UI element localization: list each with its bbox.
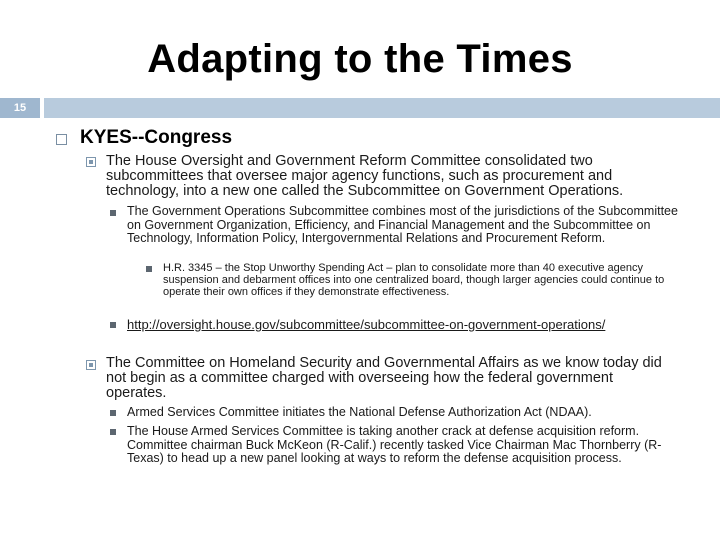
paragraph-1: The House Oversight and Government Reform Committee consolidated two subcommittees that oversee major agency functions, such as procurement and technology, into a new one called the Subcommittee on Government Operations. [106, 153, 624, 199]
header-bar [0, 98, 720, 118]
small-square-bullet-icon [110, 210, 116, 216]
small-square-bullet-icon [110, 410, 116, 416]
subcommittee-link[interactable]: http://oversight.house.gov/subcommittee/subcommittee-on-government-operations/ [127, 317, 606, 332]
slide-number: 15 [0, 98, 40, 118]
section-heading: KYES--Congress [80, 127, 233, 148]
small-square-bullet-icon [110, 429, 116, 435]
paragraph-1-sub-1-sub-1: H.R. 3345 – the Stop Unworthy Spending Act – plan to consolidate more than 40 executive agency suspension and debarment offices into one centralized board, though larger agencies could continue to operate their own offices if they demonstrate effectiveness. [163, 262, 665, 298]
small-square-bullet-icon [146, 266, 152, 272]
square-bullet-icon [86, 360, 96, 370]
paragraph-2-sub-2: The House Armed Services Committee is taking another crack at defense acquisition reform. Committee chairman Buck McKeon (R-Calif.) recently tasked Vice Chairman Mac Thornberry (R-Texas) to head up a new panel looking at ways to reform the defense acquisition process. [127, 424, 662, 465]
square-bullet-icon [86, 157, 96, 167]
hollow-square-bullet-icon [56, 134, 67, 145]
paragraph-2: The Committee on Homeland Security and Governmental Affairs as we know today did not begin as a committee charged with overseeing how the federal government operates. [106, 355, 662, 401]
slide-title: Adapting to the Times [147, 37, 573, 81]
header-strip [44, 98, 720, 118]
paragraph-1-sub-1: The Government Operations Subcommittee combines most of the jurisdictions of the Subcommittee on Government Organization, Efficiency, and Financial Management and the Subcommittee on Technology, Information Policy, Intergovernmental Relations and Procurement Reform. [127, 204, 678, 245]
paragraph-2-sub-1: Armed Services Committee initiates the National Defense Authorization Act (NDAA). [127, 405, 592, 419]
small-square-bullet-icon [110, 322, 116, 328]
